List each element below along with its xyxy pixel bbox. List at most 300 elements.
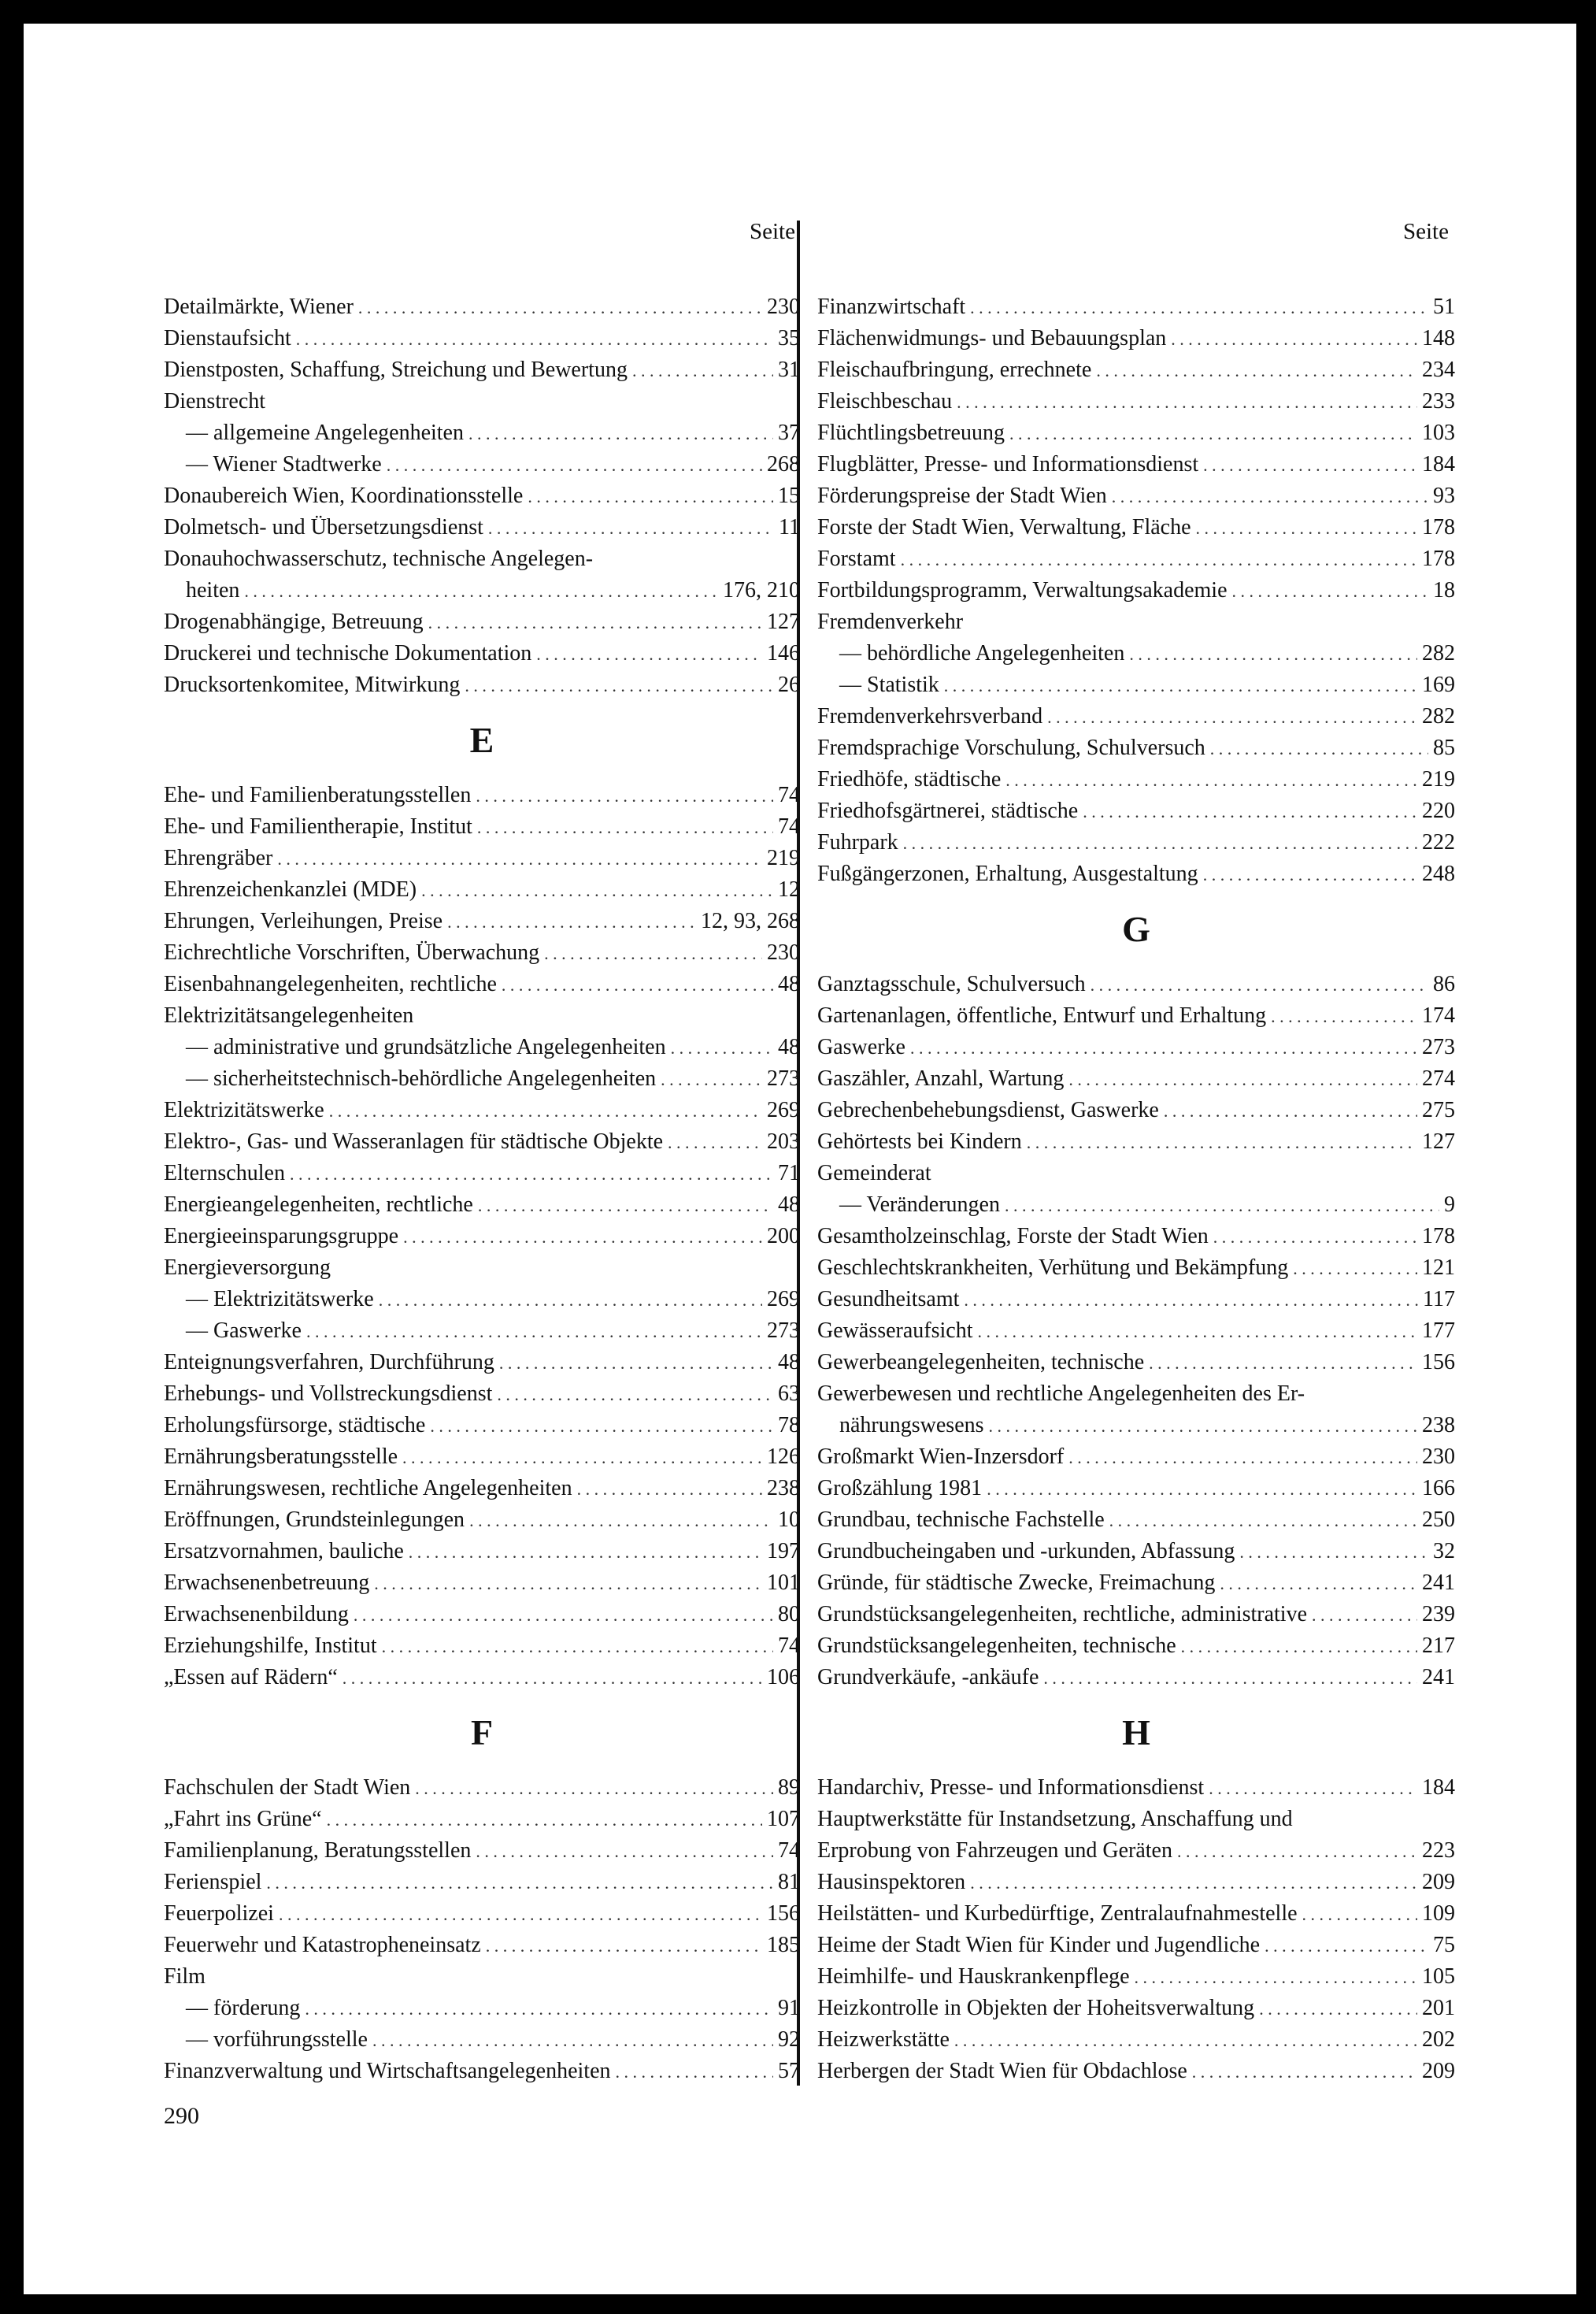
index-entry bbox=[164, 906, 800, 937]
index-page-ref: 268 bbox=[767, 452, 800, 477]
section-letter-e: E bbox=[469, 720, 494, 760]
index-term: — förderung bbox=[186, 1996, 301, 2020]
dot-leader bbox=[987, 1474, 1417, 1505]
index-entry bbox=[817, 575, 1455, 606]
index-page-ref: 184 bbox=[1422, 1775, 1455, 1800]
index-term: Fuhrpark bbox=[817, 830, 898, 855]
index-term: Elektrizitätsangelegenheiten bbox=[164, 1003, 414, 1028]
index-entry bbox=[164, 1410, 800, 1441]
index-page-ref: 105 bbox=[1422, 1964, 1455, 1989]
dot-leader bbox=[1213, 1222, 1417, 1253]
dot-leader bbox=[1220, 1568, 1417, 1600]
index-entry bbox=[817, 1410, 1455, 1441]
index-entry bbox=[817, 1804, 1455, 1835]
index-term: Enteignungsverfahren, Durchführung bbox=[164, 1350, 494, 1374]
section-letter-g: G bbox=[1122, 909, 1150, 949]
index-entry bbox=[817, 1189, 1455, 1221]
index-entry bbox=[817, 1221, 1455, 1252]
index-page-ref: 156 bbox=[767, 1901, 800, 1926]
section-f-left bbox=[164, 1772, 800, 2087]
index-term: — sicherheitstechnisch-behördliche Angelegenheiten bbox=[186, 1066, 657, 1091]
index-term: Eröffnungen, Grundsteinlegungen bbox=[164, 1507, 465, 1532]
index-entry bbox=[164, 969, 800, 1000]
dot-leader bbox=[379, 1285, 762, 1316]
index-entry bbox=[817, 1378, 1455, 1410]
index-page-ref: 233 bbox=[1422, 389, 1455, 413]
index-term: Flüchtlingsbetreuung bbox=[817, 421, 1005, 445]
index-page-ref: 274 bbox=[1422, 1066, 1455, 1091]
index-entry bbox=[164, 1630, 800, 1662]
index-term: Erwachsenenbildung bbox=[164, 1602, 349, 1626]
dot-leader bbox=[403, 1222, 762, 1253]
index-term: Erziehungshilfe, Institut bbox=[164, 1634, 377, 1658]
index-entry bbox=[817, 2024, 1455, 2056]
index-page-ref: 81 bbox=[778, 1870, 800, 1894]
index-term: Gaswerke bbox=[817, 1035, 905, 1059]
index-entry bbox=[164, 1804, 800, 1835]
dot-leader bbox=[279, 1899, 762, 1930]
index-entry bbox=[817, 1772, 1455, 1804]
index-page-ref: 91 bbox=[778, 1996, 800, 2020]
index-page-ref: 18 bbox=[1433, 578, 1455, 603]
index-entry bbox=[817, 1567, 1455, 1599]
index-entry bbox=[164, 1284, 800, 1315]
index-entry bbox=[817, 1158, 1455, 1189]
index-term: Familienplanung, Beratungsstellen bbox=[164, 1838, 472, 1863]
index-page-ref: 174 bbox=[1422, 1003, 1455, 1028]
dot-leader bbox=[372, 2025, 773, 2056]
section-h bbox=[817, 1772, 1455, 2087]
dot-leader bbox=[970, 292, 1428, 324]
index-term: Erwachsenenbetreuung bbox=[164, 1570, 370, 1595]
index-entry bbox=[164, 1961, 800, 1993]
index-term: Erholungsfürsorge, städtische bbox=[164, 1413, 426, 1437]
index-page-ref: 273 bbox=[767, 1066, 800, 1091]
index-entry bbox=[164, 1378, 800, 1410]
index-term: Elektro-, Gas- und Wasseranlagen für städtische Objekte bbox=[164, 1129, 664, 1154]
dot-leader bbox=[1149, 1348, 1417, 1379]
index-entry bbox=[164, 291, 800, 323]
dot-leader bbox=[1096, 355, 1417, 387]
dot-leader bbox=[1164, 1096, 1417, 1127]
index-page-ref: 185 bbox=[767, 1933, 800, 1957]
index-term: Grundbau, technische Fachstelle bbox=[817, 1507, 1105, 1532]
index-page-ref: 51 bbox=[1433, 295, 1455, 319]
index-page-ref: 32 bbox=[1433, 1539, 1455, 1563]
index-page-ref: 71 bbox=[778, 1161, 800, 1185]
index-page-ref: 248 bbox=[1422, 862, 1455, 886]
index-term: Fremdenverkehr bbox=[817, 610, 964, 634]
index-entry bbox=[817, 291, 1455, 323]
index-page-ref: 202 bbox=[1422, 2027, 1455, 2052]
index-page-ref: 269 bbox=[767, 1098, 800, 1122]
index-entry bbox=[164, 1473, 800, 1504]
dot-leader bbox=[329, 1096, 762, 1127]
index-page-ref: 85 bbox=[1433, 736, 1455, 760]
index-term: Grundstücksangelegenheiten, technische bbox=[817, 1634, 1176, 1658]
index-term: Elektrizitätswerke bbox=[164, 1098, 324, 1122]
index-entry bbox=[164, 323, 800, 354]
index-page-ref: 234 bbox=[1422, 358, 1455, 382]
index-entry bbox=[817, 858, 1455, 890]
index-term: Donaubereich Wien, Koordinationsstelle bbox=[164, 484, 524, 508]
index-page-ref: 57 bbox=[778, 2059, 800, 2083]
index-page-ref: 107 bbox=[767, 1807, 800, 1831]
dot-leader bbox=[266, 1867, 773, 1899]
index-entry bbox=[817, 1315, 1455, 1347]
dot-leader bbox=[1302, 1899, 1417, 1930]
index-term: Flächenwidmungs- und Bebauungsplan bbox=[817, 326, 1167, 350]
index-page-ref: 74 bbox=[778, 814, 800, 839]
dot-leader bbox=[430, 1411, 773, 1442]
index-entry bbox=[164, 1126, 800, 1158]
dot-leader bbox=[970, 1867, 1417, 1899]
index-entry bbox=[164, 449, 800, 480]
dot-leader bbox=[421, 875, 773, 907]
index-term: Energieangelegenheiten, rechtliche bbox=[164, 1192, 473, 1217]
index-term: Finanzwirtschaft bbox=[817, 295, 966, 319]
index-page-ref: 35 bbox=[778, 326, 800, 350]
index-term: Donauhochwasserschutz, technische Angelegen- bbox=[164, 547, 594, 571]
dot-leader bbox=[528, 481, 773, 513]
index-entry bbox=[164, 543, 800, 575]
index-term: Feuerwehr und Katastropheneinsatz bbox=[164, 1933, 481, 1957]
dot-leader bbox=[1265, 1930, 1428, 1962]
index-term: Ganztagsschule, Schulversuch bbox=[817, 972, 1086, 996]
index-page-ref: 222 bbox=[1422, 830, 1455, 855]
index-term: Ehe- und Familientherapie, Institut bbox=[164, 814, 472, 839]
index-entry bbox=[817, 638, 1455, 669]
index-term: Eisenbahnangelegenheiten, rechtliche bbox=[164, 972, 497, 996]
index-page bbox=[24, 24, 1576, 2294]
section-d bbox=[164, 291, 800, 701]
index-entry bbox=[164, 843, 800, 874]
dot-leader bbox=[977, 1316, 1417, 1348]
dot-leader bbox=[1129, 639, 1417, 670]
index-page-ref: 209 bbox=[1422, 1870, 1455, 1894]
index-entry bbox=[164, 1063, 800, 1095]
dot-leader bbox=[632, 355, 773, 387]
index-entry bbox=[164, 2024, 800, 2056]
index-term: — Gaswerke bbox=[186, 1318, 302, 1343]
index-term: — Wiener Stadtwerke bbox=[186, 452, 382, 477]
index-term: — vorführungsstelle bbox=[186, 2027, 368, 2052]
dot-leader bbox=[616, 2056, 773, 2088]
index-entry bbox=[817, 732, 1455, 764]
index-entry bbox=[817, 1630, 1455, 1662]
seite-label-left: Seite bbox=[750, 219, 795, 244]
index-entry bbox=[817, 827, 1455, 858]
index-entry bbox=[164, 1189, 800, 1221]
dot-leader bbox=[1083, 796, 1417, 828]
index-entry bbox=[164, 1221, 800, 1252]
index-term: Fachschulen der Stadt Wien bbox=[164, 1775, 411, 1800]
index-page-ref: 109 bbox=[1422, 1901, 1455, 1926]
index-page-ref: 273 bbox=[767, 1318, 800, 1343]
index-page-ref: 146 bbox=[767, 641, 800, 666]
index-term: Friedhofsgärtnerei, städtische bbox=[817, 799, 1079, 823]
dot-leader bbox=[989, 1411, 1417, 1442]
index-term: Grundbucheingaben und -urkunden, Abfassung bbox=[817, 1539, 1235, 1563]
index-term: Gesamtholzeinschlag, Forste der Stadt Wien bbox=[817, 1224, 1209, 1248]
index-page-ref: 117 bbox=[1423, 1287, 1455, 1311]
index-page-ref: 121 bbox=[1422, 1255, 1455, 1280]
index-entry bbox=[817, 354, 1455, 386]
index-entry bbox=[817, 764, 1455, 795]
index-page-ref: 101 bbox=[767, 1570, 800, 1595]
index-entry bbox=[817, 1000, 1455, 1032]
index-page-ref: 78 bbox=[778, 1413, 800, 1437]
index-page-ref: 223 bbox=[1422, 1838, 1455, 1863]
dot-leader bbox=[1068, 1064, 1417, 1096]
index-term: Gewerbewesen und rechtliche Angelegenheiten des Er- bbox=[817, 1381, 1305, 1406]
index-entry bbox=[164, 638, 800, 669]
index-entry bbox=[817, 1662, 1455, 1693]
index-term: Erprobung von Fahrzeugen und Geräten bbox=[817, 1838, 1172, 1863]
index-page-ref: 9 bbox=[1444, 1192, 1455, 1217]
index-entry bbox=[164, 937, 800, 969]
dot-leader bbox=[1043, 1663, 1417, 1694]
index-page-ref: 80 bbox=[778, 1602, 800, 1626]
index-page-ref: 106 bbox=[767, 1665, 800, 1689]
index-term: Gebrechenbehebungsdienst, Gaswerke bbox=[817, 1098, 1159, 1122]
index-page-ref: 217 bbox=[1422, 1634, 1455, 1658]
dot-leader bbox=[1293, 1253, 1417, 1285]
index-entry bbox=[817, 1835, 1455, 1867]
index-page-ref: 48 bbox=[778, 1035, 800, 1059]
dot-leader bbox=[1271, 1001, 1417, 1033]
index-entry bbox=[164, 386, 800, 417]
index-term: Detailmärkte, Wiener bbox=[164, 295, 354, 319]
index-page-ref: 220 bbox=[1422, 799, 1455, 823]
index-entry bbox=[164, 780, 800, 811]
index-page-ref: 86 bbox=[1433, 972, 1455, 996]
dot-leader bbox=[1203, 859, 1417, 891]
index-entry bbox=[164, 811, 800, 843]
right-column bbox=[817, 291, 1455, 2087]
index-term: — allgemeine Angelegenheiten bbox=[186, 421, 464, 445]
index-entry bbox=[817, 1961, 1455, 1993]
index-page-ref: 26 bbox=[778, 673, 800, 697]
dot-leader bbox=[476, 1836, 773, 1867]
index-term: Fleischaufbringung, errechnete bbox=[817, 358, 1092, 382]
index-page-ref: 89 bbox=[778, 1775, 800, 1800]
index-term: Fleischbeschau bbox=[817, 389, 953, 413]
dot-leader bbox=[486, 1930, 762, 1962]
dot-leader bbox=[244, 576, 718, 607]
index-entry bbox=[164, 417, 800, 449]
dot-leader bbox=[661, 1064, 762, 1096]
dot-leader bbox=[478, 1190, 773, 1222]
index-term: Energieeinsparungsgruppe bbox=[164, 1224, 399, 1248]
index-entry bbox=[164, 874, 800, 906]
index-entry bbox=[817, 701, 1455, 732]
index-page-ref: 273 bbox=[1422, 1035, 1455, 1059]
index-term: Gesundheitsamt bbox=[817, 1287, 960, 1311]
index-entry bbox=[164, 1772, 800, 1804]
dot-leader bbox=[343, 1663, 762, 1694]
index-term: Erhebungs- und Vollstreckungsdienst bbox=[164, 1381, 493, 1406]
section-letter-f: F bbox=[470, 1712, 494, 1752]
dot-leader bbox=[1109, 1505, 1417, 1537]
index-entry bbox=[817, 543, 1455, 575]
index-term: Gewerbeangelegenheiten, technische bbox=[817, 1350, 1145, 1374]
index-page-ref: 219 bbox=[1422, 767, 1455, 792]
index-term: Film bbox=[164, 1964, 206, 1989]
dot-leader bbox=[901, 544, 1417, 576]
dot-leader bbox=[476, 781, 773, 812]
index-entry bbox=[817, 1063, 1455, 1095]
index-term: Finanzverwaltung und Wirtschaftsangelegenheiten bbox=[164, 2059, 611, 2083]
index-entry bbox=[164, 1252, 800, 1284]
index-entry bbox=[164, 1898, 800, 1930]
index-term: Heilstätten- und Kurbedürftige, Zentralaufnahmestelle bbox=[817, 1901, 1298, 1926]
dot-leader bbox=[382, 1631, 773, 1663]
index-page-ref: 178 bbox=[1422, 515, 1455, 540]
index-entry bbox=[817, 1867, 1455, 1898]
index-page-ref: 177 bbox=[1422, 1318, 1455, 1343]
dot-leader bbox=[354, 1600, 773, 1631]
index-page-ref: 282 bbox=[1422, 704, 1455, 729]
index-term: Heime der Stadt Wien für Kinder und Jugendliche bbox=[817, 1933, 1261, 1957]
index-entry bbox=[164, 1000, 800, 1032]
index-term: Grundstücksangelegenheiten, rechtliche, administrative bbox=[817, 1602, 1308, 1626]
index-page-ref: 74 bbox=[778, 1634, 800, 1658]
index-term: Fremdsprachige Vorschulung, Schulversuch bbox=[817, 736, 1205, 760]
index-page-ref: 282 bbox=[1422, 641, 1455, 666]
index-page-ref: 12 bbox=[778, 877, 800, 902]
index-page-ref: 156 bbox=[1422, 1350, 1455, 1374]
index-term: Gemeinderat bbox=[817, 1161, 931, 1185]
index-term: Gründe, für städtische Zwecke, Freimachung bbox=[817, 1570, 1216, 1595]
index-page-ref: 48 bbox=[778, 972, 800, 996]
index-entry bbox=[817, 480, 1455, 512]
index-page-ref: 239 bbox=[1422, 1602, 1455, 1626]
index-entry bbox=[817, 417, 1455, 449]
section-e bbox=[164, 780, 800, 1693]
index-term: — behördliche Angelegenheiten bbox=[839, 641, 1125, 666]
index-term: Handarchiv, Presse- und Informationsdienst bbox=[817, 1775, 1205, 1800]
index-page-ref: 127 bbox=[1422, 1129, 1455, 1154]
index-entry bbox=[817, 2056, 1455, 2087]
dot-leader bbox=[428, 607, 762, 639]
dot-leader bbox=[499, 1348, 773, 1379]
dot-leader bbox=[447, 907, 696, 938]
index-term: Ersatzvornahmen, bauliche bbox=[164, 1539, 404, 1563]
dot-leader bbox=[544, 938, 762, 970]
index-entry bbox=[164, 1315, 800, 1347]
index-term: — administrative und grundsätzliche Angelegenheiten bbox=[186, 1035, 666, 1059]
index-page-ref: 166 bbox=[1422, 1476, 1455, 1500]
section-f-right bbox=[817, 291, 1455, 890]
index-page-ref: 230 bbox=[767, 940, 800, 965]
dot-leader bbox=[1005, 765, 1417, 796]
dot-leader bbox=[1009, 418, 1417, 450]
dot-leader bbox=[1312, 1600, 1417, 1631]
index-entry bbox=[164, 1536, 800, 1567]
index-entry bbox=[817, 669, 1455, 701]
index-term: Ehrungen, Verleihungen, Preise bbox=[164, 909, 443, 933]
index-entry bbox=[164, 2056, 800, 2087]
index-page-ref: 178 bbox=[1422, 1224, 1455, 1248]
dot-leader bbox=[577, 1474, 762, 1505]
section-letter-h: H bbox=[1122, 1712, 1150, 1752]
index-entry bbox=[817, 1126, 1455, 1158]
index-entry bbox=[164, 512, 800, 543]
dot-leader bbox=[1181, 1631, 1417, 1663]
dot-leader bbox=[387, 450, 762, 481]
dot-leader bbox=[1171, 324, 1417, 355]
index-term: Heizwerkstätte bbox=[817, 2027, 950, 2052]
index-entry bbox=[164, 1567, 800, 1599]
dot-leader bbox=[1112, 481, 1428, 513]
index-entry bbox=[164, 1441, 800, 1473]
index-page-ref: 127 bbox=[767, 610, 800, 634]
dot-leader bbox=[358, 292, 762, 324]
index-term: Ernährungsberatungsstelle bbox=[164, 1444, 398, 1469]
index-page-ref: 184 bbox=[1422, 452, 1455, 477]
index-term: Energieversorgung bbox=[164, 1255, 331, 1280]
dot-leader bbox=[402, 1442, 762, 1474]
index-page-ref: 75 bbox=[1433, 1933, 1455, 1957]
index-entry bbox=[164, 1347, 800, 1378]
index-term: Drucksortenkomitee, Mitwirkung bbox=[164, 673, 461, 697]
index-page-ref: 74 bbox=[778, 1838, 800, 1863]
index-page-ref: 203 bbox=[767, 1129, 800, 1154]
index-page-ref: 15 bbox=[778, 484, 800, 508]
dot-leader bbox=[296, 324, 773, 355]
index-term: Elternschulen bbox=[164, 1161, 285, 1185]
index-page-ref: 269 bbox=[767, 1287, 800, 1311]
dot-leader bbox=[488, 513, 774, 544]
index-page-ref: 12, 93, 268 bbox=[701, 909, 800, 933]
index-page-ref: 230 bbox=[1422, 1444, 1455, 1469]
index-entry bbox=[817, 795, 1455, 827]
index-term: Drogenabhängige, Betreuung bbox=[164, 610, 424, 634]
index-entry bbox=[817, 512, 1455, 543]
index-entry bbox=[164, 1993, 800, 2024]
dot-leader bbox=[1209, 1773, 1417, 1804]
dot-leader bbox=[1192, 2056, 1417, 2088]
index-term: Förderungspreise der Stadt Wien bbox=[817, 484, 1107, 508]
index-entry bbox=[817, 1536, 1455, 1567]
index-term: Eichrechtliche Vorschriften, Überwachung bbox=[164, 940, 540, 965]
index-entry bbox=[164, 575, 800, 606]
dot-leader bbox=[1177, 1836, 1417, 1867]
index-page-ref: 241 bbox=[1422, 1665, 1455, 1689]
index-page-ref: 31 bbox=[778, 358, 800, 382]
index-term: Ehrenzeichenkanzlei (MDE) bbox=[164, 877, 417, 902]
index-entry bbox=[164, 1930, 800, 1961]
dot-leader bbox=[277, 844, 762, 875]
index-entry bbox=[164, 1032, 800, 1063]
dot-leader bbox=[290, 1159, 773, 1190]
dot-leader bbox=[964, 1285, 1418, 1316]
index-term: Heimhilfe- und Hauskrankenpflege bbox=[817, 1964, 1130, 1989]
dot-leader bbox=[1196, 513, 1417, 544]
index-page-ref: 176, 210 bbox=[723, 578, 800, 603]
index-term: Fremdenverkehrsverband bbox=[817, 704, 1043, 729]
index-entry bbox=[817, 969, 1455, 1000]
dot-leader bbox=[1239, 1537, 1428, 1568]
index-term: „Essen auf Rädern“ bbox=[164, 1665, 338, 1689]
dot-leader bbox=[903, 828, 1417, 859]
dot-leader bbox=[671, 1033, 773, 1064]
index-entry bbox=[817, 1441, 1455, 1473]
index-entry bbox=[817, 1898, 1455, 1930]
index-term: Gaszähler, Anzahl, Wartung bbox=[817, 1066, 1065, 1091]
dot-leader bbox=[954, 2025, 1417, 2056]
